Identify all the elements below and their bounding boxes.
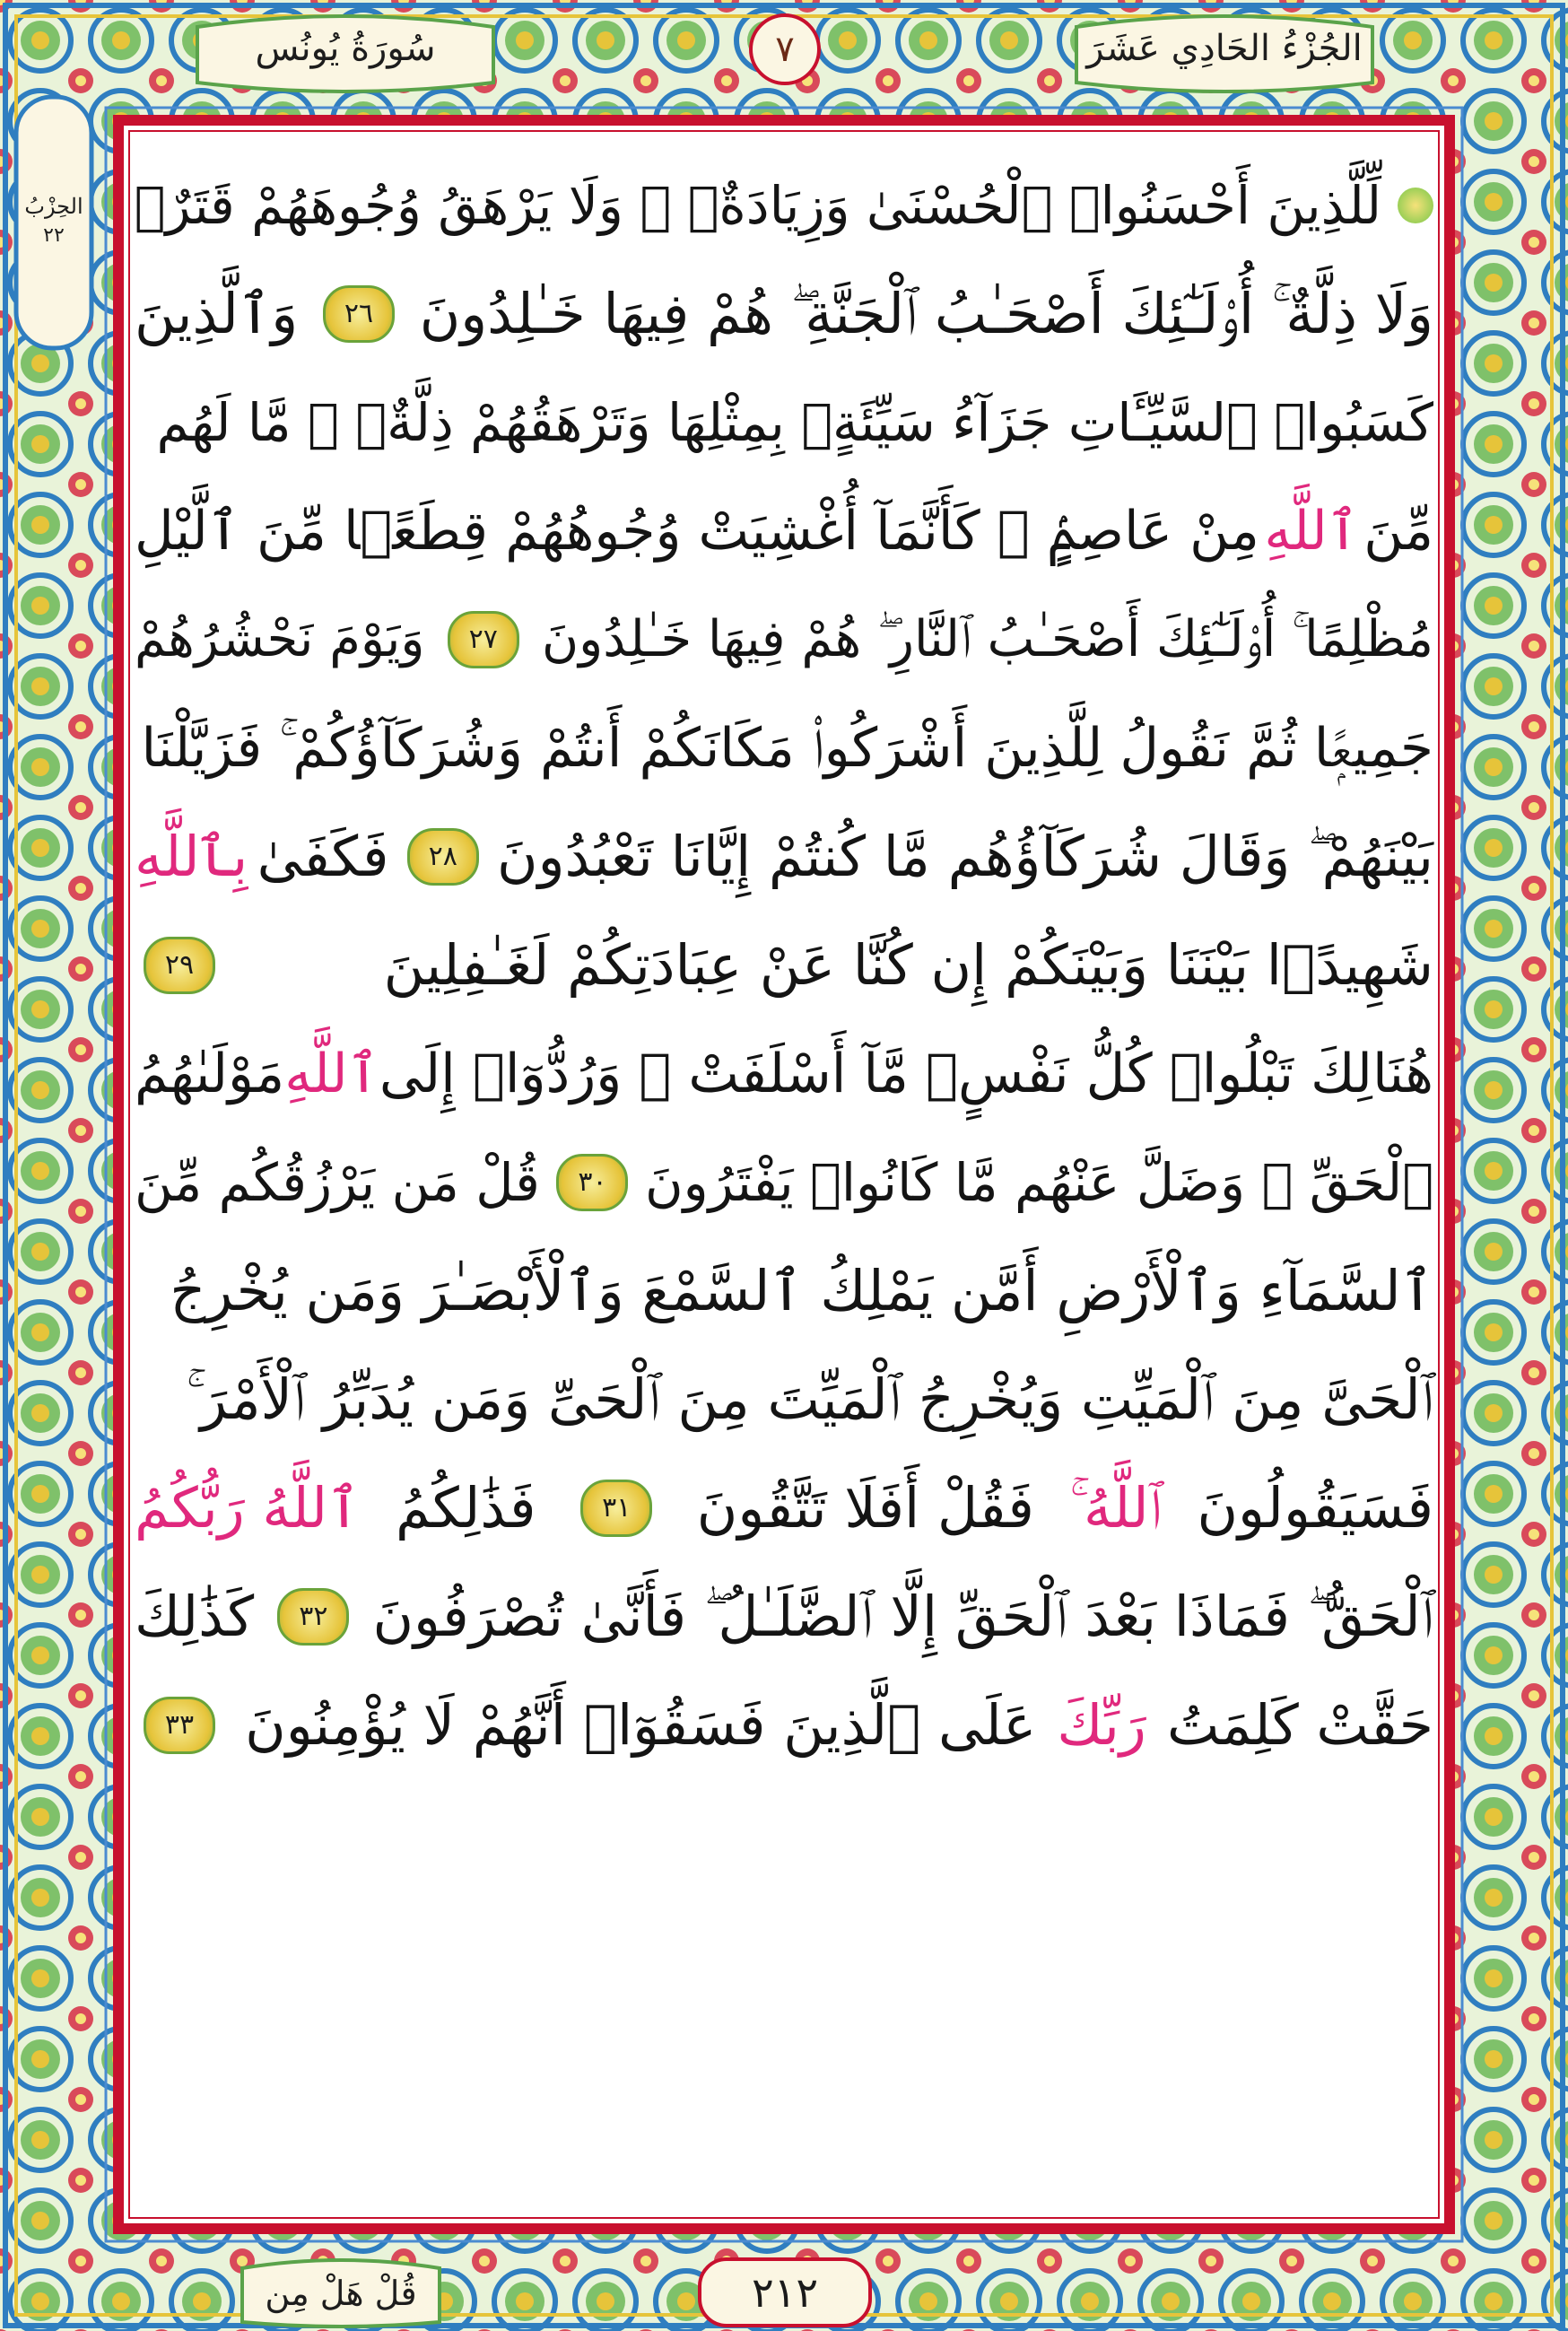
verse-text: جَمِيعًۭا ثُمَّ نَقُولُ لِلَّذِينَ أَشْرَكُوا۟ مَكَانَكُمْ أَنتُمْ وَشُرَكَآؤُكُمْ ۚ فَزَيَّلْنَا <box>141 716 1433 780</box>
verse-text: مِنْ عَاصِمٍۢ ۖ كَأَنَّمَآ أُغْشِيَتْ وُجُوهُهُمْ قِطَعًۭا مِّنَ ٱلَّيْلِ <box>135 499 1259 563</box>
verse-text: فَقُلْ أَفَلَا تَتَّقُونَ <box>696 1475 1034 1541</box>
verse-text: قُلْ مَن يَرْزُقُكُم مِّنَ <box>135 1151 540 1213</box>
text-line <box>135 368 1433 476</box>
text-line <box>135 1454 1433 1562</box>
text-line <box>135 1019 1433 1128</box>
verse-text: فَكَفَىٰ <box>257 824 389 889</box>
ayah-number-marker: ٢٦ <box>323 285 395 343</box>
divine-name-text: رَبِّكَ <box>1057 1692 1146 1758</box>
verse-text: ٱلْحَىَّ مِنَ ٱلْمَيِّتِ وَيُخْرِجُ ٱلْمَيِّتَ مِنَ ٱلْحَىِّ وَمَن يُدَبِّرُ ٱلْأَمْرَ ۚ <box>186 1366 1433 1432</box>
verse-text: كَذَٰلِكَ <box>135 1584 255 1649</box>
verse-text: فَذَٰلِكُمُ <box>396 1475 536 1541</box>
verse-text: لِّلَّذِينَ أَحْسَنُوا۟ ٱلْحُسْنَىٰ وَزِيَادَةٌۭ ۖ وَلَا يَرْهَقُ وُجُوهَهُمْ قَتَرٌۭ <box>134 174 1381 236</box>
divine-name-text: بِٱللَّهِ <box>135 824 248 889</box>
verse-text: ٱلسَّمَآءِ وَٱلْأَرْضِ أَمَّن يَمْلِكُ ٱلسَّمْعَ وَٱلْأَبْصَـٰرَ وَمَن يُخْرِجُ <box>170 1258 1433 1323</box>
hizb-label: الحِزْبُ <box>24 193 83 219</box>
ayah-number-marker: ٣٠ <box>556 1154 628 1211</box>
ayah-number-marker: ٣١ <box>580 1480 652 1537</box>
top-center-mark: ٧ <box>775 29 795 70</box>
verse-text: مِّنَ <box>1363 499 1433 563</box>
ayah-number-marker: ٢٩ <box>144 937 215 994</box>
text-line <box>135 1562 1433 1671</box>
text-line <box>135 694 1433 802</box>
page-number: ٢١٢ <box>751 2268 819 2317</box>
verse-text: بَيْنَهُمْ ۖ وَقَالَ شُرَكَآؤُهُم مَّا كُنتُمْ إِيَّانَا تَعْبُدُونَ <box>497 823 1433 889</box>
surah-name-label: سُورَةُ يُونُس <box>255 28 436 69</box>
ayah-number-marker: ٣٣ <box>144 1697 215 1754</box>
divine-name-text: ٱللَّهُ رَبُّكُمُ <box>135 1475 361 1541</box>
catchword: قُلْ هَلْ مِن <box>265 2274 417 2313</box>
text-line <box>135 259 1433 368</box>
text-line <box>135 1128 1433 1236</box>
hizb-number: ٢٢ <box>43 223 65 247</box>
divine-name-text: ٱللَّهِ <box>284 1042 379 1105</box>
verse-text: مُظْلِمًا ۚ أُو۟لَـٰٓئِكَ أَصْحَـٰبُ ٱلنَّارِ ۖ هُمْ فِيهَا خَـٰلِدُونَ <box>542 609 1433 668</box>
verse-text: هُنَالِكَ تَبْلُوا۟ كُلُّ نَفْسٍۢ مَّآ أَسْلَفَتْ ۚ وَرُدُّوٓا۟ إِلَى <box>379 1042 1433 1105</box>
verse-text: وَلَا ذِلَّةٌ ۚ أُو۟لَـٰٓئِكَ أَصْحَـٰبُ ٱلْجَنَّةِ ۖ هُمْ فِيهَا خَـٰلِدُونَ <box>419 280 1433 346</box>
text-line <box>135 585 1433 694</box>
ayah-number-marker: ٣٢ <box>277 1588 349 1646</box>
verse-text: وَيَوْمَ نَحْشُرُهُمْ <box>135 610 425 668</box>
divine-name-text: ٱللَّهُ ۚ <box>1069 1474 1162 1541</box>
verse-text: حَقَّتْ كَلِمَتُ <box>1166 1692 1433 1758</box>
verse-text: كَسَبُوا۟ ٱلسَّيِّـَٔاتِ جَزَآءُ سَيِّئَةٍۭ بِمِثْلِهَا وَتَرْهَقُهُمْ ذِلَّةٌۭ ۖ مَّا لَهُم <box>156 391 1433 453</box>
text-line <box>135 911 1433 1019</box>
hizb-marker <box>18 108 90 332</box>
ayah-number-marker: ٢٧ <box>448 611 519 668</box>
verse-text: مَوْلَىٰهُمُ <box>135 1042 285 1105</box>
hizb-rose-icon <box>1398 188 1433 223</box>
verse-text: ٱلْحَقُّ ۖ فَمَاذَا بَعْدَ ٱلْحَقِّ إِلَّا ٱلضَّلَـٰلُ ۖ فَأَنَّىٰ تُصْرَفُونَ <box>372 1583 1433 1649</box>
divine-name-text: ٱللَّهِ <box>1264 499 1359 563</box>
text-line <box>135 802 1433 911</box>
juz-name-label: الجُزْءُ الحَادِي عَشَرَ <box>1086 28 1363 69</box>
text-line <box>135 151 1433 259</box>
quran-text-area <box>135 151 1433 2178</box>
ayah-number-marker: ٢٨ <box>407 828 479 886</box>
text-line <box>135 1236 1433 1345</box>
text-line <box>135 1345 1433 1454</box>
text-line <box>135 1671 1433 1779</box>
verse-text: شَهِيدًۢا بَيْنَنَا وَبَيْنَكُمْ إِن كُنَّا عَنْ عِبَادَتِكُمْ لَغَـٰفِلِينَ <box>383 932 1433 998</box>
verse-text: ٱلْحَقِّ ۖ وَضَلَّ عَنْهُم مَّا كَانُوا۟ يَفْتَرُونَ <box>645 1151 1433 1213</box>
text-line <box>135 476 1433 585</box>
verse-text: فَسَيَقُولُونَ <box>1197 1475 1433 1541</box>
verse-text: عَلَى ٱلَّذِينَ فَسَقُوٓا۟ أَنَّهُمْ لَا يُؤْمِنُونَ <box>245 1692 1037 1758</box>
verse-text: وَٱلَّذِينَ <box>135 281 299 346</box>
